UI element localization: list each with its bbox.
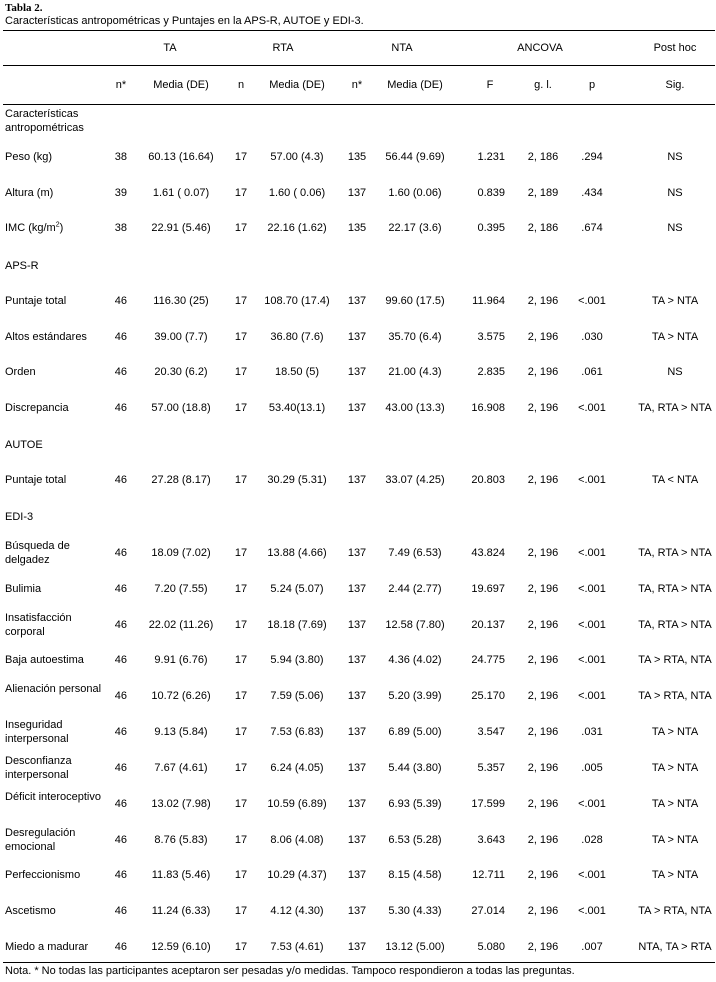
cell-nta-n: 135 — [347, 151, 367, 163]
cell-ta-m: 11.83 (5.46) — [151, 869, 211, 881]
cell-ta-n: 46 — [114, 798, 127, 810]
row-label: Ascetismo — [5, 905, 56, 917]
cell-f: 25.170 — [471, 690, 505, 702]
cell-p: <.001 — [578, 474, 606, 486]
cell-ta-n: 46 — [114, 654, 127, 666]
cell-ta-n: 46 — [114, 547, 127, 559]
cell-gl: 2, 196 — [527, 402, 559, 414]
cell-nta-m: 7.49 (6.53) — [388, 547, 442, 559]
cell-ta-n: 46 — [114, 366, 127, 378]
row-label: Puntaje total — [5, 295, 67, 307]
cell-ta-m: 1.61 ( 0.07) — [152, 187, 210, 199]
cell-f: 12.711 — [472, 869, 505, 881]
cell-nta-n: 137 — [347, 905, 367, 917]
cell-sig: TA > NTA — [651, 869, 699, 881]
col-header-ta-n: n* — [115, 79, 127, 91]
cell-f: 20.803 — [471, 474, 505, 486]
cell-ta-n: 46 — [114, 619, 127, 631]
cell-rta-n: 17 — [234, 402, 248, 414]
cell-rta-n: 17 — [234, 690, 248, 702]
cell-p: <.001 — [578, 798, 606, 810]
cell-rta-n: 17 — [234, 798, 248, 810]
cell-nta-n: 137 — [347, 941, 367, 953]
cell-gl: 2, 196 — [527, 869, 559, 881]
group-header-rule — [3, 65, 715, 66]
cell-f: 3.575 — [477, 331, 505, 343]
cell-nta-n: 137 — [347, 295, 367, 307]
cell-ta-n: 46 — [114, 583, 127, 595]
col-header-rta-media: Media (DE) — [269, 79, 325, 91]
cell-nta-n: 137 — [347, 331, 367, 343]
cell-gl: 2, 196 — [527, 366, 559, 378]
cell-nta-n: 137 — [347, 187, 367, 199]
cell-p: <.001 — [578, 402, 606, 414]
cell-f: 0.395 — [477, 222, 505, 234]
cell-rta-n: 17 — [234, 941, 248, 953]
section-heading-autoe: AUTOE — [5, 439, 43, 451]
cell-nta-m: 12.58 (7.80) — [385, 619, 445, 631]
cell-ta-m: 7.20 (7.55) — [154, 583, 208, 595]
cell-ta-n: 46 — [114, 834, 127, 846]
cell-rta-n: 17 — [234, 654, 248, 666]
table-title: Tabla 2. — [5, 2, 43, 14]
cell-ta-n: 38 — [114, 151, 127, 163]
cell-nta-m: 33.07 (4.25) — [385, 474, 445, 486]
cell-nta-n: 137 — [347, 366, 367, 378]
cell-ta-n: 46 — [114, 402, 127, 414]
cell-nta-m: 56.44 (9.69) — [385, 151, 445, 163]
cell-rta-m: 7.59 (5.06) — [270, 690, 324, 702]
cell-ta-n: 46 — [114, 331, 127, 343]
cell-p: .061 — [581, 366, 603, 378]
cell-p: .030 — [581, 331, 603, 343]
cell-rta-m: 6.24 (4.05) — [270, 762, 324, 774]
cell-nta-n: 137 — [347, 762, 367, 774]
cell-rta-m: 5.94 (3.80) — [270, 654, 324, 666]
cell-p: <.001 — [578, 619, 606, 631]
cell-f: 5.357 — [477, 762, 505, 774]
cell-sig: TA > NTA — [651, 295, 699, 307]
row-label: Inseguridad interpersonal — [5, 719, 69, 745]
cell-nta-m: 6.53 (5.28) — [388, 834, 442, 846]
cell-gl: 2, 186 — [527, 222, 559, 234]
col-header-gl: g. l. — [534, 79, 552, 91]
cell-gl: 2, 196 — [527, 331, 559, 343]
row-label: Puntaje total — [5, 474, 67, 486]
cell-gl: 2, 196 — [527, 295, 559, 307]
section-heading-edi-3: EDI-3 — [5, 511, 34, 523]
cell-nta-n: 135 — [347, 222, 367, 234]
cell-ta-n: 46 — [114, 941, 127, 953]
cell-rta-n: 17 — [234, 474, 248, 486]
cell-rta-m: 18.18 (7.69) — [267, 619, 327, 631]
cell-nta-n: 137 — [347, 869, 367, 881]
cell-rta-n: 17 — [234, 366, 248, 378]
col-header-rta-n: n — [237, 79, 245, 91]
section-heading-antropometricas: Características antropométricas — [5, 108, 84, 134]
row-label: Baja autoestima — [5, 654, 84, 666]
cell-rta-n: 17 — [234, 151, 248, 163]
imc-label-superscript: 2 — [55, 221, 60, 229]
cell-sig: TA > NTA — [651, 726, 699, 738]
cell-f: 17.599 — [471, 798, 505, 810]
cell-ta-n: 46 — [114, 905, 127, 917]
cell-p: <.001 — [578, 583, 606, 595]
cell-f: 3.643 — [477, 834, 505, 846]
cell-sig: NS — [667, 366, 683, 378]
cell-f: 1.231 — [477, 151, 505, 163]
top-rule — [3, 30, 715, 31]
row-label: Déficit interoceptivo — [5, 791, 101, 803]
cell-rta-m: 4.12 (4.30) — [270, 905, 324, 917]
cell-f: 43.824 — [471, 547, 505, 559]
cell-f: 0.839 — [477, 187, 505, 199]
cell-ta-m: 13.02 (7.98) — [151, 798, 211, 810]
cell-rta-n: 17 — [234, 726, 248, 738]
cell-nta-n: 137 — [347, 619, 367, 631]
table-note: Nota. * No todas las participantes aceptaron ser pesadas y/o medidas. Tampoco respondieron a todas las preguntas. — [5, 965, 575, 977]
cell-ta-m: 18.09 (7.02) — [151, 547, 211, 559]
col-header-nta-n: n* — [351, 79, 363, 91]
cell-f: 24.775 — [471, 654, 505, 666]
cell-rta-m: 1.60 ( 0.06) — [268, 187, 326, 199]
cell-f: 2.835 — [477, 366, 505, 378]
cell-ta-m: 7.67 (4.61) — [154, 762, 208, 774]
cell-sig: TA, RTA > NTA — [638, 402, 712, 414]
cell-p: <.001 — [578, 547, 606, 559]
cell-p: .028 — [581, 834, 603, 846]
cell-rta-n: 17 — [234, 834, 248, 846]
cell-ta-n: 46 — [114, 690, 127, 702]
row-label: Búsqueda de delgadez — [5, 540, 70, 566]
cell-ta-n: 39 — [114, 187, 127, 199]
cell-rta-m: 30.29 (5.31) — [267, 474, 327, 486]
cell-rta-n: 17 — [234, 295, 248, 307]
cell-p: <.001 — [578, 295, 606, 307]
cell-nta-n: 137 — [347, 402, 367, 414]
cell-rta-m: 108.70 (17.4) — [264, 295, 330, 307]
cell-gl: 2, 196 — [527, 726, 559, 738]
cell-ta-m: 22.91 (5.46) — [151, 222, 211, 234]
cell-ta-m: 9.91 (6.76) — [154, 654, 208, 666]
cell-rta-m: 18.50 (5) — [274, 366, 320, 378]
cell-nta-n: 137 — [347, 654, 367, 666]
cell-f: 27.014 — [471, 905, 505, 917]
cell-ta-m: 11.24 (6.33) — [151, 905, 211, 917]
cell-gl: 2, 196 — [527, 474, 559, 486]
cell-ta-n: 46 — [114, 295, 127, 307]
cell-nta-n: 137 — [347, 690, 367, 702]
cell-p: .005 — [581, 762, 603, 774]
cell-nta-m: 8.15 (4.58) — [388, 869, 442, 881]
cell-rta-m: 5.24 (5.07) — [270, 583, 324, 595]
cell-sig: NS — [667, 187, 683, 199]
row-label — [5, 221, 105, 235]
cell-rta-m: 22.16 (1.62) — [267, 222, 327, 234]
cell-nta-m: 43.00 (13.3) — [385, 402, 445, 414]
cell-ta-m: 12.59 (6.10) — [151, 941, 211, 953]
cell-rta-m: 13.88 (4.66) — [267, 547, 327, 559]
cell-rta-m: 7.53 (4.61) — [270, 941, 324, 953]
cell-nta-m: 99.60 (17.5) — [385, 295, 445, 307]
cell-gl: 2, 196 — [527, 905, 559, 917]
cell-nta-m: 35.70 (6.4) — [388, 331, 442, 343]
cell-nta-m: 1.60 (0.06) — [388, 187, 442, 199]
cell-sig: TA > RTA, NTA — [638, 905, 712, 917]
cell-rta-m: 53.40(13.1) — [268, 402, 326, 414]
cell-sig: NTA, TA > RTA — [638, 941, 712, 953]
cell-ta-n: 46 — [114, 762, 127, 774]
cell-rta-m: 57.00 (4.3) — [270, 151, 324, 163]
row-label: Bulimia — [5, 583, 42, 595]
cell-ta-m: 27.28 (8.17) — [151, 474, 211, 486]
row-label: Miedo a madurar — [5, 941, 89, 953]
cell-p: <.001 — [578, 869, 606, 881]
cell-nta-m: 5.30 (4.33) — [388, 905, 442, 917]
cell-rta-n: 17 — [234, 905, 248, 917]
cell-p: <.001 — [578, 690, 606, 702]
imc-label-suffix: ) — [59, 222, 64, 234]
cell-gl: 2, 196 — [527, 547, 559, 559]
section-heading-aps-r: APS-R — [5, 260, 39, 272]
cell-nta-m: 6.89 (5.00) — [388, 726, 442, 738]
cell-rta-m: 10.59 (6.89) — [267, 798, 327, 810]
cell-nta-n: 137 — [347, 547, 367, 559]
cell-ta-m: 39.00 (7.7) — [154, 331, 208, 343]
group-header-posthoc: Post hoc — [653, 42, 697, 54]
cell-rta-n: 17 — [234, 331, 248, 343]
cell-ta-m: 9.13 (5.84) — [154, 726, 208, 738]
cell-rta-n: 17 — [234, 583, 248, 595]
cell-rta-n: 17 — [234, 619, 248, 631]
row-label: Altura (m) — [5, 187, 54, 199]
cell-nta-m: 5.20 (3.99) — [388, 690, 442, 702]
cell-sig: TA, RTA > NTA — [638, 583, 712, 595]
cell-rta-n: 17 — [234, 547, 248, 559]
cell-sig: TA, RTA > NTA — [638, 547, 712, 559]
col-header-ta-media: Media (DE) — [153, 79, 209, 91]
cell-ta-m: 57.00 (18.8) — [151, 402, 211, 414]
cell-p: <.001 — [578, 905, 606, 917]
cell-gl: 2, 196 — [527, 583, 559, 595]
cell-sig: TA > NTA — [651, 331, 699, 343]
cell-rta-n: 17 — [234, 222, 248, 234]
cell-sig: TA > NTA — [651, 798, 699, 810]
group-header-ta: TA — [163, 42, 177, 54]
cell-gl: 2, 196 — [527, 762, 559, 774]
imc-label-prefix: IMC (kg/m — [5, 222, 56, 234]
cell-ta-n: 38 — [114, 222, 127, 234]
cell-ta-m: 60.13 (16.64) — [148, 151, 214, 163]
cell-sig: TA > RTA, NTA — [638, 690, 712, 702]
col-header-nta-media: Media (DE) — [387, 79, 443, 91]
cell-p: <.001 — [578, 654, 606, 666]
cell-sig: NS — [667, 151, 683, 163]
cell-ta-m: 8.76 (5.83) — [154, 834, 208, 846]
table-subtitle: Características antropométricas y Puntajes en la APS-R, AUTOE y EDI-3. — [5, 15, 364, 27]
row-label: Alienación personal — [5, 683, 102, 695]
cell-sig: TA > NTA — [651, 762, 699, 774]
cell-nta-m: 22.17 (3.6) — [388, 222, 442, 234]
cell-gl: 2, 196 — [527, 798, 559, 810]
cell-gl: 2, 196 — [527, 690, 559, 702]
cell-ta-n: 46 — [114, 474, 127, 486]
row-label: Perfeccionismo — [5, 869, 81, 881]
col-header-sig: Sig. — [665, 79, 685, 91]
cell-gl: 2, 196 — [527, 834, 559, 846]
cell-gl: 2, 186 — [527, 151, 559, 163]
cell-gl: 2, 196 — [527, 654, 559, 666]
cell-rta-n: 17 — [234, 869, 248, 881]
row-label: Insatisfacción corporal — [5, 612, 72, 638]
cell-rta-n: 17 — [234, 187, 248, 199]
row-label: Peso (kg) — [5, 151, 53, 163]
cell-nta-m: 5.44 (3.80) — [388, 762, 442, 774]
cell-p: .294 — [581, 151, 603, 163]
cell-nta-m: 6.93 (5.39) — [388, 798, 442, 810]
row-label: Altos estándares — [5, 331, 87, 343]
cell-gl: 2, 196 — [527, 619, 559, 631]
cell-ta-m: 20.30 (6.2) — [154, 366, 208, 378]
cell-p: .674 — [581, 222, 603, 234]
cell-rta-m: 7.53 (6.83) — [270, 726, 324, 738]
cell-sig: TA > NTA — [651, 834, 699, 846]
cell-rta-m: 10.29 (4.37) — [267, 869, 327, 881]
cell-ta-m: 116.30 (25) — [153, 295, 209, 307]
cell-nta-n: 137 — [347, 834, 367, 846]
cell-ta-n: 46 — [114, 869, 127, 881]
cell-sig: NS — [667, 222, 683, 234]
cell-f: 20.137 — [471, 619, 505, 631]
cell-ta-m: 22.02 (11.26) — [148, 619, 214, 631]
cell-f: 11.964 — [472, 295, 505, 307]
cell-sig: TA, RTA > NTA — [638, 619, 712, 631]
cell-f: 5.080 — [477, 941, 505, 953]
row-label: Discrepancia — [5, 402, 69, 414]
cell-rta-n: 17 — [234, 762, 248, 774]
cell-nta-n: 137 — [347, 726, 367, 738]
cell-nta-m: 13.12 (5.00) — [385, 941, 445, 953]
cell-f: 16.908 — [471, 402, 505, 414]
cell-p: .007 — [581, 941, 603, 953]
cell-nta-m: 21.00 (4.3) — [388, 366, 442, 378]
cell-p: .031 — [581, 726, 603, 738]
cell-gl: 2, 196 — [527, 941, 559, 953]
group-header-nta: NTA — [391, 42, 413, 54]
column-header-rule — [3, 104, 715, 105]
cell-nta-m: 2.44 (2.77) — [388, 583, 442, 595]
group-header-ancova: ANCOVA — [517, 42, 563, 54]
cell-sig: TA < NTA — [651, 474, 699, 486]
cell-f: 19.697 — [471, 583, 505, 595]
col-header-p: p — [588, 79, 596, 91]
col-header-f: F — [486, 79, 494, 91]
row-label: Desconfianza interpersonal — [5, 755, 72, 781]
cell-rta-m: 36.80 (7.6) — [270, 331, 324, 343]
group-header-rta: RTA — [272, 42, 294, 54]
cell-f: 3.547 — [477, 726, 505, 738]
cell-gl: 2, 189 — [527, 187, 559, 199]
cell-p: .434 — [581, 187, 603, 199]
cell-ta-n: 46 — [114, 726, 127, 738]
cell-sig: TA > RTA, NTA — [638, 654, 712, 666]
cell-nta-n: 137 — [347, 798, 367, 810]
row-label: Orden — [5, 366, 36, 378]
row-label: Desregulación emocional — [5, 827, 76, 853]
cell-nta-n: 137 — [347, 583, 367, 595]
cell-rta-m: 8.06 (4.08) — [270, 834, 324, 846]
cell-nta-n: 137 — [347, 474, 367, 486]
cell-nta-m: 4.36 (4.02) — [388, 654, 442, 666]
cell-ta-m: 10.72 (6.26) — [151, 690, 211, 702]
bottom-rule — [3, 962, 715, 963]
